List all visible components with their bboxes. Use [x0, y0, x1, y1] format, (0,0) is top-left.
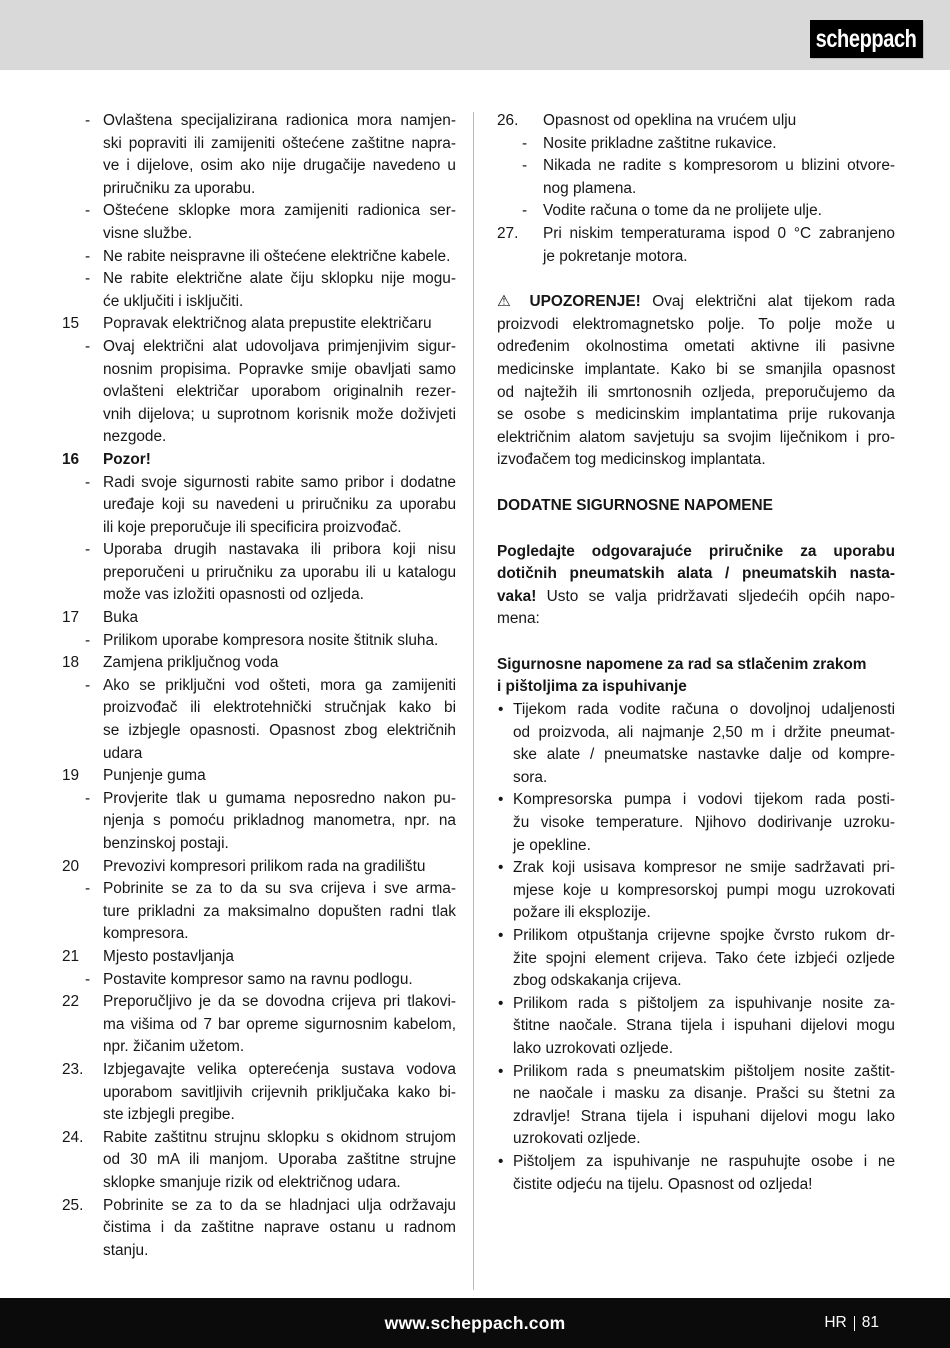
- item-marker: 20: [62, 857, 80, 875]
- text-line: preporučeni u priručniku za uporabu ili u katalogu: [103, 563, 456, 581]
- text-line: Uporaba drugih nastavaka ili pribora koji nisu: [103, 541, 456, 559]
- text-line: štitne naočale. Strana tijela i ispuhani dijelovi mogu: [513, 1017, 895, 1035]
- item-marker: •: [498, 994, 504, 1012]
- item-marker: -: [85, 541, 91, 559]
- text-line: ne naočale i masku za disanje. Prašci su štetni za: [513, 1085, 895, 1103]
- text-line: stanju.: [103, 1241, 149, 1259]
- text-line: sklopke smanjuje rizik od električnog udara.: [103, 1173, 401, 1191]
- column-divider: [473, 112, 474, 1290]
- list-item: [62, 946, 456, 969]
- text-line: ⚠ UPOZORENJE! Ovaj električni alat tijekom rada: [497, 293, 896, 311]
- item-marker: -: [85, 676, 91, 694]
- text-line: zbog odskakanja crijeva.: [513, 972, 682, 990]
- list-item: [62, 336, 456, 449]
- text-line: je opekline.: [513, 836, 591, 854]
- text-line: Provjerite tlak u gumama neposredno nakon pu-: [103, 789, 456, 807]
- list-item: [62, 607, 456, 630]
- text-line: lako uzrokovati ozljede.: [513, 1039, 673, 1057]
- text-line: čistima i da zaštitne naprave ostanu u radnom: [103, 1219, 456, 1237]
- item-marker: •: [498, 859, 504, 877]
- text-line: Nikada ne radite s kompresorom u blizini otvore-: [543, 157, 895, 175]
- text-line: Izbjegavajte velika opterećenja sustava vodova: [103, 1060, 456, 1078]
- text-line: ske alate / pneumatske nastavke dalje od kompre-: [513, 746, 895, 764]
- text-line: Pobrinite se za to da se hladnjaci ulja održavaju: [103, 1196, 456, 1214]
- list-item: [62, 788, 456, 856]
- text-line: udara: [103, 744, 143, 762]
- text-line: Ovaj električni alat udovoljava primjenjivim sigur-: [103, 337, 456, 355]
- text-line: Vodite računa o tome da ne prolijete ulje.: [543, 202, 822, 220]
- text-line: ve i dijelove, osim ako nije drugačije navedeno u: [103, 157, 456, 175]
- item-marker: -: [85, 880, 91, 898]
- section-heading: [497, 495, 895, 518]
- page-header: [0, 0, 950, 70]
- item-marker: •: [498, 927, 504, 944]
- text-line: ma višima od 7 bar opreme sigurnosnim kabelom,: [103, 1015, 456, 1033]
- text-line: Opasnost od opeklina na vrućem ulju: [543, 112, 797, 129]
- text-line: njenja s pomoću prikladnog manometra, npr. na: [103, 812, 456, 830]
- list-item: [62, 1059, 456, 1127]
- list-item: [62, 313, 456, 336]
- page-indicator: [824, 1298, 879, 1348]
- page-footer: [0, 1298, 950, 1348]
- item-marker: 25.: [62, 1196, 84, 1214]
- text-line: Mjesto postavljanja: [103, 947, 234, 965]
- section-heading: [497, 654, 895, 699]
- text-line: medicinske implantate. Kako bi se smanjila opasnost: [497, 360, 895, 378]
- text-line: mjese koje u kompresorskoj pumpi mogu uzrokovati: [513, 881, 895, 899]
- text-line: čistite odjeću na tijelu. Opasnost od ozljeda!: [513, 1175, 813, 1193]
- item-marker: -: [85, 247, 91, 265]
- text-line: Ako se priključni vod ošteti, mora ga zamijeniti: [103, 676, 456, 694]
- text-line: Ne rabite neispravne ili oštećene električne kabele.: [103, 247, 451, 265]
- list-item: [497, 925, 895, 993]
- list-item: [497, 110, 895, 133]
- footer-website: www.scheppach.com: [384, 1312, 566, 1333]
- text-line: Punjenje guma: [103, 767, 206, 785]
- list-item: [497, 133, 895, 156]
- item-marker: 23.: [62, 1060, 84, 1078]
- list-item: [497, 789, 895, 857]
- text-line: žite spojni element crijeva. Tako ćete izbjeći ozljede: [513, 949, 895, 967]
- text-line: benzinskoj postaji.: [103, 835, 229, 852]
- list-item: [62, 472, 456, 540]
- text-line: Pogledajte odgovarajuće priručnike za uporabu: [497, 542, 895, 560]
- item-marker: -: [85, 631, 91, 649]
- text-line: se izbjegle opasnosti. Opasnost zbog električnih: [103, 722, 456, 740]
- text-line: ili koje preporučuje ili specificira proizvođač.: [103, 518, 402, 536]
- text-line: od 30 mA ili manjom. Uporaba zaštitne strujne: [103, 1151, 456, 1169]
- text-line: požare ili eksplozije.: [513, 904, 651, 922]
- item-marker: -: [85, 202, 91, 220]
- scheppach-logo: [810, 20, 923, 58]
- item-marker: 17: [62, 609, 80, 627]
- list-item: [62, 449, 456, 472]
- list-item: [497, 1061, 895, 1151]
- item-marker: 16: [62, 450, 80, 468]
- list-item: [497, 291, 895, 472]
- list-item: [62, 1195, 456, 1263]
- list-item: [62, 675, 456, 765]
- list-item: [62, 200, 456, 245]
- item-marker: 22: [62, 993, 80, 1011]
- text-line: Oštećene sklopke mora zamijeniti radionica ser-: [103, 202, 456, 220]
- text-line: ski popraviti ili zamijeniti oštećene zaštitne napra-: [103, 134, 456, 152]
- text-line: Kompresorska pumpa i vodovi tijekom rada posti-: [513, 791, 895, 809]
- text-line: nosnim propisima. Popravke smije obavljati samo: [103, 360, 456, 378]
- text-line: Radi svoje sigurnosti rabite samo pribor i dodatne: [103, 473, 456, 491]
- text-line: vnih dijelova; u suprotnom korisnik može doživjeti: [103, 405, 456, 423]
- text-line: sora.: [513, 768, 548, 786]
- text-line: vaka! Usto se valja pridržavati sljedećih općih napo-: [497, 587, 895, 605]
- spacer: [497, 472, 895, 495]
- list-item: [62, 878, 456, 946]
- item-marker: -: [85, 473, 91, 491]
- list-item: [62, 268, 456, 313]
- text-line: ture prikladni za maksimalno dopušten radni tlak: [103, 902, 456, 920]
- item-marker: -: [85, 789, 91, 807]
- list-item: [497, 993, 895, 1061]
- list-item: [497, 541, 895, 631]
- spacer: [497, 518, 895, 541]
- brand-name: scheppach: [816, 24, 917, 53]
- text-line: DODATNE SIGURNOSNE NAPOMENE: [497, 496, 773, 514]
- content-column-left: [62, 110, 456, 1262]
- spacer: [497, 631, 895, 654]
- item-marker: -: [522, 202, 528, 220]
- list-item: [62, 110, 456, 200]
- text-line: Ne rabite električne alate čiju sklopku nije mogu-: [103, 270, 456, 288]
- text-line: Preporučljivo je da se dovodna crijeva pri tlakovi-: [103, 993, 456, 1011]
- list-item: [497, 1151, 895, 1196]
- text-line: Popravak električnog alata prepustite električaru: [103, 315, 432, 333]
- text-line: Prilikom rada s pneumatskim pištoljem nosite zaštit-: [513, 1062, 895, 1080]
- text-line: nog plamena.: [543, 179, 637, 197]
- list-item: [62, 652, 456, 675]
- item-marker: -: [85, 337, 91, 355]
- list-item: [497, 857, 895, 925]
- text-line: uzrokovati ozljede.: [513, 1130, 641, 1148]
- item-marker: -: [85, 270, 91, 288]
- list-item: [62, 991, 456, 1059]
- list-item: [62, 856, 456, 879]
- text-line: Postavite kompresor samo na ravnu podlogu.: [103, 970, 413, 988]
- text-line: će uključiti i isključiti.: [103, 292, 244, 310]
- text-line: određenim okolnostima ometati aktivne ili pasivne: [497, 338, 895, 356]
- spacer: [497, 268, 895, 291]
- item-marker: -: [85, 970, 91, 988]
- text-line: se osobe s medicinskim implantatima prije rukovanja: [497, 406, 895, 424]
- text-line: Pobrinite se za to da su sva crijeva i sve arma-: [103, 880, 456, 898]
- item-marker: 24.: [62, 1128, 84, 1146]
- text-line: Zamjena priključnog voda: [103, 654, 279, 672]
- item-marker: 21: [62, 947, 80, 965]
- item-marker: •: [498, 1152, 504, 1170]
- item-marker: 27.: [497, 224, 519, 242]
- item-marker: 19: [62, 767, 80, 785]
- text-line: od proizvoda, ali najmanje 2,50 m i držite pneumat-: [513, 723, 895, 741]
- text-line: Prilikom uporabe kompresora nosite štitnik sluha.: [103, 631, 439, 649]
- text-line: Prilikom rada s pištoljem za ispuhivanje nosite za-: [513, 994, 895, 1012]
- text-line: proizvodi elektromagnetsko polje. To polje može u: [497, 315, 895, 333]
- page-language: HR: [824, 1313, 847, 1331]
- text-line: Ovlaštena specijalizirana radionica mora namjen-: [103, 112, 456, 129]
- text-line: i pištoljima za ispuhivanje: [497, 678, 687, 696]
- page-divider-bar: [854, 1316, 855, 1331]
- list-item: [497, 200, 895, 223]
- text-line: Rabite zaštitnu strujnu sklopku s okidnom strujom: [103, 1128, 456, 1146]
- item-marker: •: [498, 701, 504, 719]
- text-line: mena:: [497, 610, 540, 628]
- text-line: Prilikom otpuštanja crijevne spojke čvrsto rukom dr-: [513, 927, 895, 944]
- text-line: uređaje koji su navedeni u priručniku za uporabu: [103, 496, 456, 514]
- item-marker: •: [498, 791, 504, 809]
- text-line: od najtežih ili smrtonosnih ozljeda, preporučujemo da: [497, 383, 895, 401]
- text-line: može vas izložiti opasnosti od ozljeda.: [103, 586, 364, 604]
- text-line: Sigurnosne napomene za rad sa stlačenim zrakom: [497, 655, 867, 673]
- item-marker: 26.: [497, 112, 519, 129]
- text-line: Pri niskim temperaturama ispod 0 °C zabranjeno: [543, 224, 895, 242]
- list-item: [62, 539, 456, 607]
- text-line: Prevozivi kompresori prilikom rada na gradilištu: [103, 857, 426, 875]
- item-marker: 18: [62, 654, 80, 672]
- text-line: Tijekom rada vodite računa o dovoljnoj udaljenosti: [513, 701, 895, 719]
- text-line: Buka: [103, 609, 139, 627]
- text-line: nezgode.: [103, 428, 167, 446]
- text-line: Nosite prikladne zaštitne rukavice.: [543, 134, 777, 152]
- text-line: uporabom savitljivih crijevnih priključaka kako bi-: [103, 1083, 456, 1101]
- item-marker: -: [522, 157, 528, 175]
- text-line: proizvođač ili elektrotehnički stručnjak kako bi: [103, 699, 456, 717]
- text-line: žu visoke temperature. Njihovo dodirivanje uzroku-: [513, 814, 895, 832]
- text-line: ovlašteni električar uporabom originalnih rezer-: [103, 383, 456, 401]
- text-line: Pozor!: [103, 450, 151, 468]
- content-column-right: [497, 110, 895, 1196]
- item-marker: -: [522, 134, 528, 152]
- text-line: zdravlje! Strana tijela i ispuhani dijelovi mogu lako: [513, 1107, 895, 1125]
- item-marker: 15: [62, 315, 80, 333]
- page-number: 81: [861, 1313, 879, 1331]
- text-line: je pokretanje motora.: [543, 247, 688, 265]
- list-item: [62, 1127, 456, 1195]
- text-line: ste izbjegli pregibe.: [103, 1106, 235, 1124]
- text-line: visne službe.: [103, 224, 192, 242]
- item-marker: •: [498, 1062, 504, 1080]
- list-item: [62, 246, 456, 269]
- text-line: dotičnih pneumatskih alata / pneumatskih nasta-: [497, 565, 895, 583]
- list-item: [497, 699, 895, 789]
- list-item: [62, 969, 456, 992]
- text-line: izvođačem tog medicinskog implantata.: [497, 451, 766, 469]
- text-line: priručniku za uporabu.: [103, 179, 256, 197]
- text-line: kompresora.: [103, 925, 189, 943]
- text-line: npr. žičanim užetom.: [103, 1038, 245, 1056]
- list-item: [497, 223, 895, 268]
- text-line: električnim alatom savjetuju sa svojim liječnikom i pro-: [497, 428, 895, 446]
- item-marker: -: [85, 112, 91, 129]
- list-item: [497, 155, 895, 200]
- list-item: [62, 765, 456, 788]
- list-item: [62, 630, 456, 653]
- text-line: Pištoljem za ispuhivanje ne raspuhujte osobe i ne: [513, 1152, 895, 1170]
- text-line: Zrak koji usisava kompresor ne smije sadržavati pri-: [513, 859, 895, 877]
